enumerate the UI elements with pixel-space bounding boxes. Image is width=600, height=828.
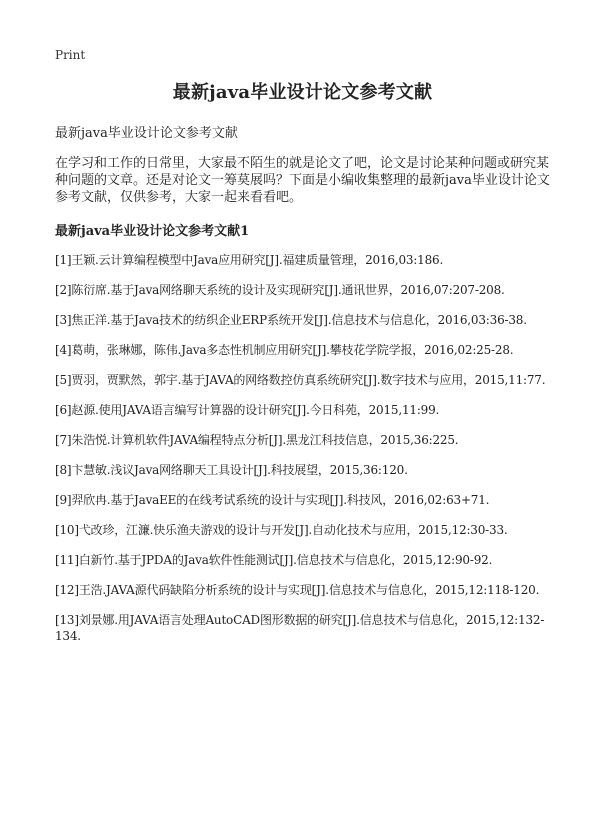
- reference-item: [9]羿欣冉.基于JavaEE的在线考试系统的设计与实现[J].科技风，2016,02:63+71.: [55, 493, 490, 507]
- reference-item: [5]贾羽，贾默然，郭宇.基于JAVA的网络数控仿真系统研究[J].数字技术与应用，2015,11:77.: [55, 373, 546, 387]
- page-title: 最新java毕业设计论文参考文献: [172, 82, 433, 103]
- print-link[interactable]: Print: [55, 48, 86, 62]
- reference-item: [3]焦正洋.基于Java技术的纺织企业ERP系统开发[J].信息技术与信息化，2016,03:36-38.: [55, 313, 527, 327]
- intro-paragraph: 在学习和工作的日常里，大家最不陌生的就是论文了吧，论文是讨论某种问题或研究某种问题的文章。还是对论文一筹莫展吗？下面是小编收集整理的最新java毕业设计论文参考文献，仅供参考，大家一起来看看吧。: [55, 156, 550, 205]
- reference-item: [4]葛萌，张琳娜，陈伟.Java多态性机制应用研究[J].攀枝花学院学报，2016,02:25-28.: [55, 343, 514, 357]
- article-subtitle: 最新java毕业设计论文参考文献: [55, 126, 238, 141]
- reference-item: [1]王颖.云计算编程模型中Java应用研究[J].福建质量管理，2016,03:186.: [55, 253, 444, 267]
- reference-item: [12]王浩.JAVA源代码缺陷分析系统的设计与实现[J].信息技术与信息化，2015,12:118-120.: [55, 583, 540, 597]
- reference-item: [11]白新竹.基于JPDA的Java软件性能测试[J].信息技术与信息化，2015,12:90-92.: [55, 553, 493, 567]
- reference-item: [6]赵源.使用JAVA语言编写计算器的设计研究[J].今日科苑，2015,11:99.: [55, 403, 440, 417]
- reference-item: [7]朱浩悦.计算机软件JAVA编程特点分析[J].黑龙江科技信息，2015,36:225.: [55, 433, 459, 447]
- section-heading: 最新java毕业设计论文参考文献1: [55, 224, 250, 239]
- reference-item: [13]刘景娜.用JAVA语言处理AutoCAD图形数据的研究[J].信息技术与信息化，2015,12:132-134.: [55, 613, 545, 643]
- reference-item: [10]弋改珍，江濂.快乐渔夫游戏的设计与开发[J].自动化技术与应用，2015,12:30-33.: [55, 523, 508, 537]
- reference-item: [2]陈衍席.基于Java网络聊天系统的设计及实现研究[J].通讯世界，2016,07:207-208.: [55, 283, 505, 297]
- reference-item: [8]卞慧敏.浅议Java网络聊天工具设计[J].科技展望，2015,36:120.: [55, 463, 408, 477]
- reference-list: [55, 252, 550, 644]
